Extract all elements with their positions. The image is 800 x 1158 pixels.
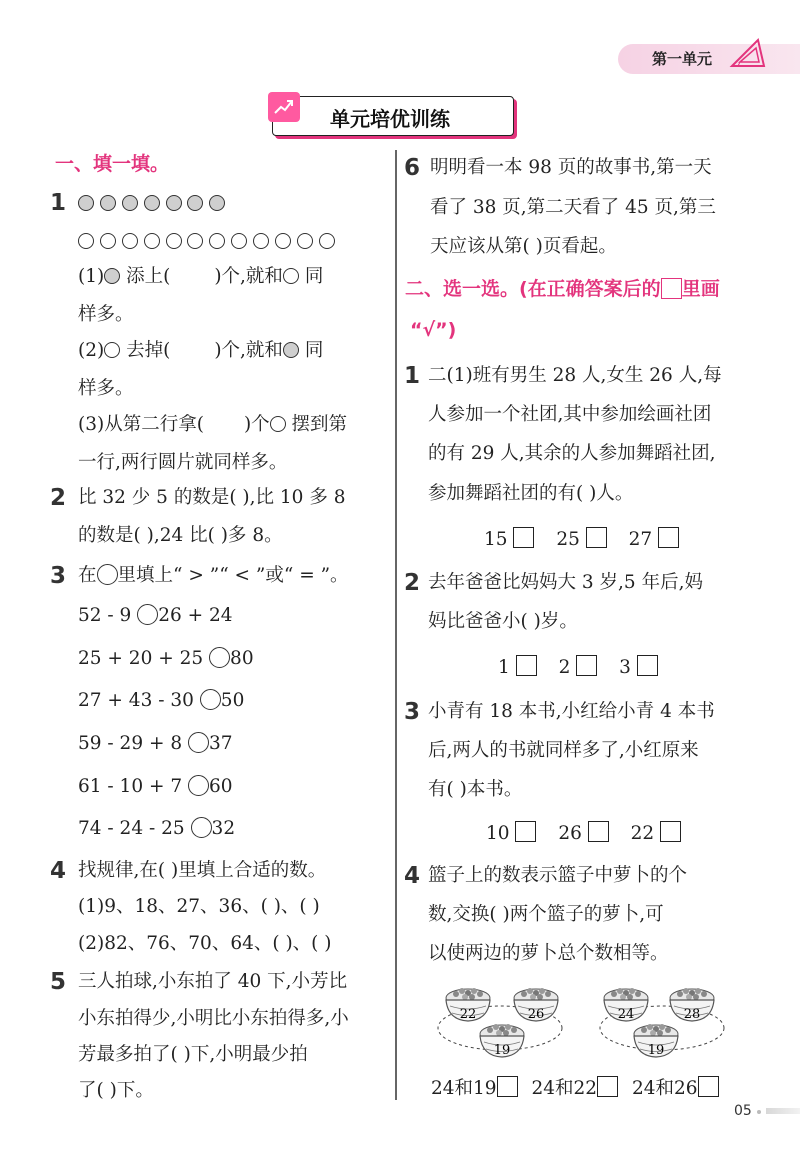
basket-right-3: 19 xyxy=(647,1043,665,1058)
blank-circle-icon xyxy=(97,564,118,585)
c3-number: 3 xyxy=(404,699,421,725)
compare-circle[interactable] xyxy=(188,775,209,796)
answer-box[interactable] xyxy=(515,821,536,842)
compare-circle[interactable] xyxy=(209,647,230,668)
q1-row2-circles xyxy=(78,230,335,254)
c4-number: 4 xyxy=(404,863,421,889)
answer-box[interactable] xyxy=(588,821,609,842)
q1-part3-cont: 一行,两行圆片就同样多。 xyxy=(78,452,288,473)
q3-expr-1[interactable]: 52 - 9 26 + 24 xyxy=(78,605,233,626)
section-choose-cont: “√”) xyxy=(410,319,457,341)
c1-options: 15 25 27 xyxy=(484,527,679,552)
page-number-dot xyxy=(757,1110,761,1114)
q1-part1-cont: 样多。 xyxy=(78,304,134,325)
basket-left-3: 19 xyxy=(493,1043,511,1058)
q3-number: 3 xyxy=(50,563,67,589)
c1-line4: 参加舞蹈社团的有( )人。 xyxy=(428,483,634,504)
q1-part1: (1) 添上( )个,就和 同 xyxy=(78,266,324,287)
c1-line2: 人参加一个社团,其中参加绘画社团 xyxy=(428,404,712,425)
q1-part2-cont: 样多。 xyxy=(78,378,134,399)
section-fill-in: 一、填一填。 xyxy=(55,153,170,175)
q6-line2: 看了 38 页,第二天看了 45 页,第三 xyxy=(430,197,716,218)
basket-left-2: 26 xyxy=(527,1007,545,1022)
c2-options: 1 2 3 xyxy=(498,655,658,680)
ruler-triangle-icon xyxy=(728,36,768,70)
c3-options: 10 26 22 xyxy=(486,821,681,846)
compare-circle[interactable] xyxy=(188,732,209,753)
compare-circle[interactable] xyxy=(191,817,212,838)
c1-number: 1 xyxy=(404,363,421,389)
q4-number: 4 xyxy=(50,858,67,884)
q1-part3: (3)从第二行拿( )个 摆到第 xyxy=(78,414,348,435)
answer-box[interactable] xyxy=(658,527,679,548)
column-divider xyxy=(395,150,397,1100)
q5-line2: 小东拍得少,小明比小东拍得多,小 xyxy=(78,1008,349,1029)
basket-right-1: 24 xyxy=(617,1007,635,1022)
answer-box[interactable] xyxy=(497,1076,518,1097)
compare-circle[interactable] xyxy=(137,604,158,625)
answer-box[interactable] xyxy=(698,1076,719,1097)
q4-line1: 找规律,在( )里填上合适的数。 xyxy=(78,860,327,881)
c3-line2: 后,两人的书就同样多了,小红原来 xyxy=(428,740,699,761)
q3-expr-3[interactable]: 27 + 43 - 30 50 xyxy=(78,690,245,711)
white-circle-icon xyxy=(283,268,299,284)
section-choose: 二、选一选。(在正确答案后的 里画 xyxy=(405,278,720,300)
white-circle-icon xyxy=(104,342,120,358)
c4-line2: 数,交换( )两个篮子的萝卜,可 xyxy=(428,904,664,925)
q6-line3: 天应该从第( )页看起。 xyxy=(430,236,617,257)
c2-number: 2 xyxy=(404,570,421,596)
page-number-bar xyxy=(766,1108,800,1114)
c4-line3: 以使两边的萝卜总个数相等。 xyxy=(428,943,669,964)
q5-number: 5 xyxy=(50,969,67,995)
q1-row1-circles xyxy=(78,192,225,216)
q6-number: 6 xyxy=(404,155,421,181)
q2-line2: 的数是( ),24 比( )多 8。 xyxy=(78,525,283,546)
q1-part2: (2) 去掉( )个,就和 同 xyxy=(78,340,324,361)
answer-box-icon xyxy=(661,278,682,299)
answer-box[interactable] xyxy=(516,655,537,676)
c2-line2: 妈比爸爸小( )岁。 xyxy=(428,611,578,632)
compare-circle[interactable] xyxy=(200,689,221,710)
page-number: 05 xyxy=(734,1103,752,1119)
q4-line3: (2)82、76、70、64、( )、( ) xyxy=(78,933,332,954)
c3-line3: 有( )本书。 xyxy=(428,779,523,800)
answer-box[interactable] xyxy=(576,655,597,676)
basket-right-2: 28 xyxy=(683,1007,701,1022)
q6-line1: 明明看一本 98 页的故事书,第一天 xyxy=(430,157,712,178)
q5-line3: 芳最多拍了( )下,小明最少拍 xyxy=(78,1044,308,1065)
answer-box[interactable] xyxy=(637,655,658,676)
q1-number: 1 xyxy=(50,190,67,216)
c3-line1: 小青有 18 本书,小红给小青 4 本书 xyxy=(428,701,715,722)
q4-line2: (1)9、18、27、36、( )、( ) xyxy=(78,896,320,917)
page-title: 单元培优训练 xyxy=(330,107,450,131)
answer-box[interactable] xyxy=(660,821,681,842)
q5-line1: 三人拍球,小东拍了 40 下,小芳比 xyxy=(78,971,348,992)
q3-instruction: 在 里填上“ > ”“ < ”或“ = ”。 xyxy=(78,565,349,586)
c4-options: 24和19 24和22 24和26 xyxy=(431,1076,719,1101)
white-circle-icon xyxy=(270,416,286,432)
basket-left-1: 22 xyxy=(459,1007,477,1022)
gray-circle-icon xyxy=(104,268,120,284)
q3-expr-4[interactable]: 59 - 29 + 8 37 xyxy=(78,733,233,754)
c4-line1: 篮子上的数表示篮子中萝卜的个 xyxy=(428,865,688,886)
q3-expr-6[interactable]: 74 - 24 - 25 32 xyxy=(78,818,236,839)
answer-box[interactable] xyxy=(597,1076,618,1097)
q2-number: 2 xyxy=(50,485,67,511)
baskets-illustration xyxy=(430,980,740,1070)
q5-line4: 了( )下。 xyxy=(78,1080,154,1101)
trend-arrow-icon xyxy=(272,96,296,118)
answer-box[interactable] xyxy=(513,527,534,548)
unit-label: 第一单元 xyxy=(652,50,713,68)
c2-line1: 去年爸爸比妈妈大 3 岁,5 年后,妈 xyxy=(428,572,703,593)
answer-box[interactable] xyxy=(586,527,607,548)
c1-line3: 的有 29 人,其余的人参加舞蹈社团, xyxy=(428,443,716,464)
q3-expr-5[interactable]: 61 - 10 + 7 60 xyxy=(78,776,233,797)
c1-line1: 二(1)班有男生 28 人,女生 26 人,每 xyxy=(428,365,722,386)
q3-expr-2[interactable]: 25 + 20 + 25 80 xyxy=(78,648,254,669)
q2-line1: 比 32 少 5 的数是( ),比 10 多 8 xyxy=(78,487,346,508)
gray-circle-icon xyxy=(283,342,299,358)
